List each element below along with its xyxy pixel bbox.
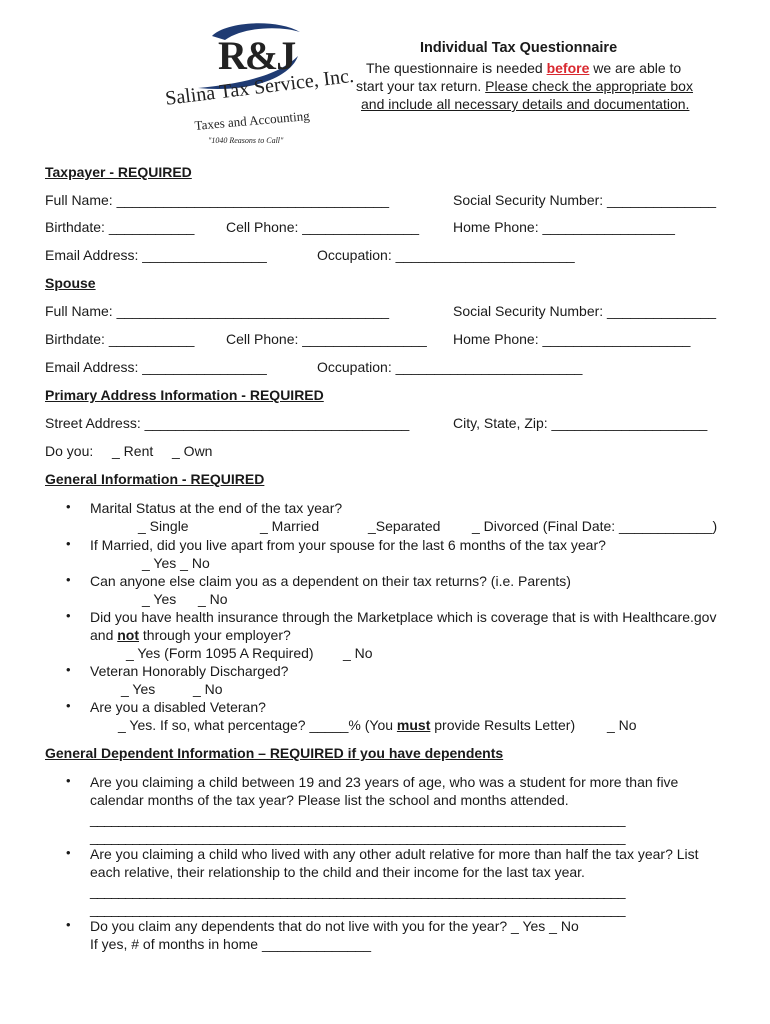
taxpayer-cell-phone-field[interactable]: Cell Phone: _______________ xyxy=(226,219,420,235)
emphasis-must: must xyxy=(396,717,431,733)
marital-single-option[interactable]: _ Single xyxy=(138,518,189,534)
taxpayer-birthdate-field[interactable]: Birthdate: ___________ xyxy=(45,219,195,235)
emphasis-not: not xyxy=(117,627,140,643)
student-child-answer-line-1[interactable]: ____________________________________________________________________________ xyxy=(90,811,625,827)
bullet: • xyxy=(66,572,71,587)
spouse-home-phone-field[interactable]: Home Phone: ___________________ xyxy=(453,331,691,347)
bullet: • xyxy=(66,499,71,514)
veteran-question: Veteran Honorably Discharged? xyxy=(90,663,289,679)
disabled-veteran-no[interactable]: _ No xyxy=(607,717,637,733)
intro-line-1 xyxy=(366,59,681,77)
intro-emphasis-before: before xyxy=(546,60,590,76)
relative-child-answer-line-2[interactable]: ____________________________________________________________________________ xyxy=(90,901,625,917)
spouse-cell-phone-field[interactable]: Cell Phone: ________________ xyxy=(226,331,427,347)
intro-underlined-text: Please check the appropriate box xyxy=(485,78,693,94)
disabled-veteran-yes[interactable] xyxy=(118,716,575,734)
taxpayer-ssn-field[interactable]: Social Security Number: ______________ xyxy=(453,192,717,208)
intro-text: start your tax return. xyxy=(356,78,486,94)
dependents-heading: General Dependent Information – REQUIRED if you have dependents xyxy=(45,745,504,761)
taxpayer-home-phone-field[interactable]: Home Phone: _________________ xyxy=(453,219,675,235)
health-insurance-no[interactable]: _ No xyxy=(343,645,373,661)
months-in-home-field[interactable]: If yes, # of months in home ______________ xyxy=(90,936,371,952)
dependent-claim-yes[interactable]: _ Yes xyxy=(142,591,177,607)
marital-divorced-option[interactable]: _ Divorced (Final Date: ____________) xyxy=(472,518,718,534)
logo-slogan: "1040 Reasons to Call" xyxy=(208,136,284,145)
general-heading: General Information - REQUIRED xyxy=(45,471,265,487)
marital-separated-option[interactable]: _Separated xyxy=(368,518,441,534)
marital-status-question: Marital Status at the end of the tax year? xyxy=(90,500,343,516)
veteran-no[interactable]: _ No xyxy=(193,681,223,697)
health-insurance-question: Did you have health insurance through the Marketplace which is coverage that is with Healthcare.gov xyxy=(90,609,717,625)
taxpayer-heading: Taxpayer - REQUIRED xyxy=(45,164,192,180)
spouse-occupation-field[interactable]: Occupation: ________________________ xyxy=(317,359,583,375)
veteran-yes[interactable]: _ Yes xyxy=(121,681,156,697)
bullet: • xyxy=(66,917,71,932)
student-child-answer-line-2[interactable]: ____________________________________________________________________________ xyxy=(90,829,625,845)
option-text: provide Results Letter) xyxy=(430,717,576,733)
logo-monogram: R&J xyxy=(218,33,295,78)
bullet: • xyxy=(66,536,71,551)
spouse-birthdate-field[interactable]: Birthdate: ___________ xyxy=(45,331,195,347)
city-state-zip-field[interactable]: City, State, Zip: ____________________ xyxy=(453,415,708,431)
relative-child-question: Are you claiming a child who lived with any other adult relative for more than half the tax year? List xyxy=(90,846,699,862)
live-apart-options[interactable]: _ Yes _ No xyxy=(142,555,210,571)
dependent-claim-no[interactable]: _ No xyxy=(198,591,228,607)
nonresident-dependents-question[interactable]: Do you claim any dependents that do not live with you for the year? _ Yes _ No xyxy=(90,918,579,934)
spouse-full-name-field[interactable]: Full Name: ___________________________________ xyxy=(45,303,390,319)
question-text: and xyxy=(90,627,118,643)
logo-tagline: Taxes and Accounting xyxy=(194,107,311,133)
marital-married-option[interactable]: _ Married xyxy=(260,518,320,534)
spouse-ssn-field[interactable]: Social Security Number: ______________ xyxy=(453,303,717,319)
relative-child-question-cont: each relative, their relationship to the child and their income for the last tax year. xyxy=(90,864,585,880)
bullet: • xyxy=(66,698,71,713)
form-title: Individual Tax Questionnaire xyxy=(420,40,618,56)
street-address-field[interactable]: Street Address: __________________________________ xyxy=(45,415,410,431)
taxpayer-occupation-field[interactable]: Occupation: _______________________ xyxy=(317,247,575,263)
bullet: • xyxy=(66,773,71,788)
health-insurance-yes[interactable]: _ Yes (Form 1095 A Required) xyxy=(126,645,314,661)
student-child-question: Are you claiming a child between 19 and 23 years of age, who was a student for more than five xyxy=(90,774,679,790)
own-option[interactable]: _ Own xyxy=(172,443,213,459)
relative-child-answer-line-1[interactable]: ____________________________________________________________________________ xyxy=(90,883,625,899)
taxpayer-email-field[interactable]: Email Address: ________________ xyxy=(45,247,267,263)
spouse-heading: Spouse xyxy=(45,275,96,291)
logo-company-name: Salina Tax Service, Inc. xyxy=(164,64,356,110)
rent-option[interactable]: _ Rent xyxy=(112,443,154,459)
address-heading: Primary Address Information - REQUIRED xyxy=(45,387,324,403)
intro-text: we are able to xyxy=(589,60,682,76)
dependent-claim-question: Can anyone else claim you as a dependent on their tax returns? (i.e. Parents) xyxy=(90,573,571,589)
health-insurance-question-cont xyxy=(90,626,291,644)
taxpayer-full-name-field[interactable]: Full Name: ___________________________________ xyxy=(45,192,390,208)
question-text: through your employer? xyxy=(139,627,291,643)
spouse-email-field[interactable]: Email Address: ________________ xyxy=(45,359,267,375)
disabled-veteran-question: Are you a disabled Veteran? xyxy=(90,699,266,715)
bullet: • xyxy=(66,845,71,860)
intro-line-3: and include all necessary details and documentation. xyxy=(361,96,690,112)
bullet: • xyxy=(66,662,71,677)
company-logo xyxy=(150,18,356,148)
bullet: • xyxy=(66,608,71,623)
intro-text: The questionnaire is needed xyxy=(366,60,547,76)
intro-line-2 xyxy=(356,77,693,95)
residence-label: Do you: xyxy=(45,443,94,459)
option-text: _ Yes. If so, what percentage? _____% (You xyxy=(118,717,397,733)
live-apart-question: If Married, did you live apart from your spouse for the last 6 months of the tax year? xyxy=(90,537,606,553)
student-child-question-cont: calendar months of the tax year? Please list the school and months attended. xyxy=(90,792,569,808)
